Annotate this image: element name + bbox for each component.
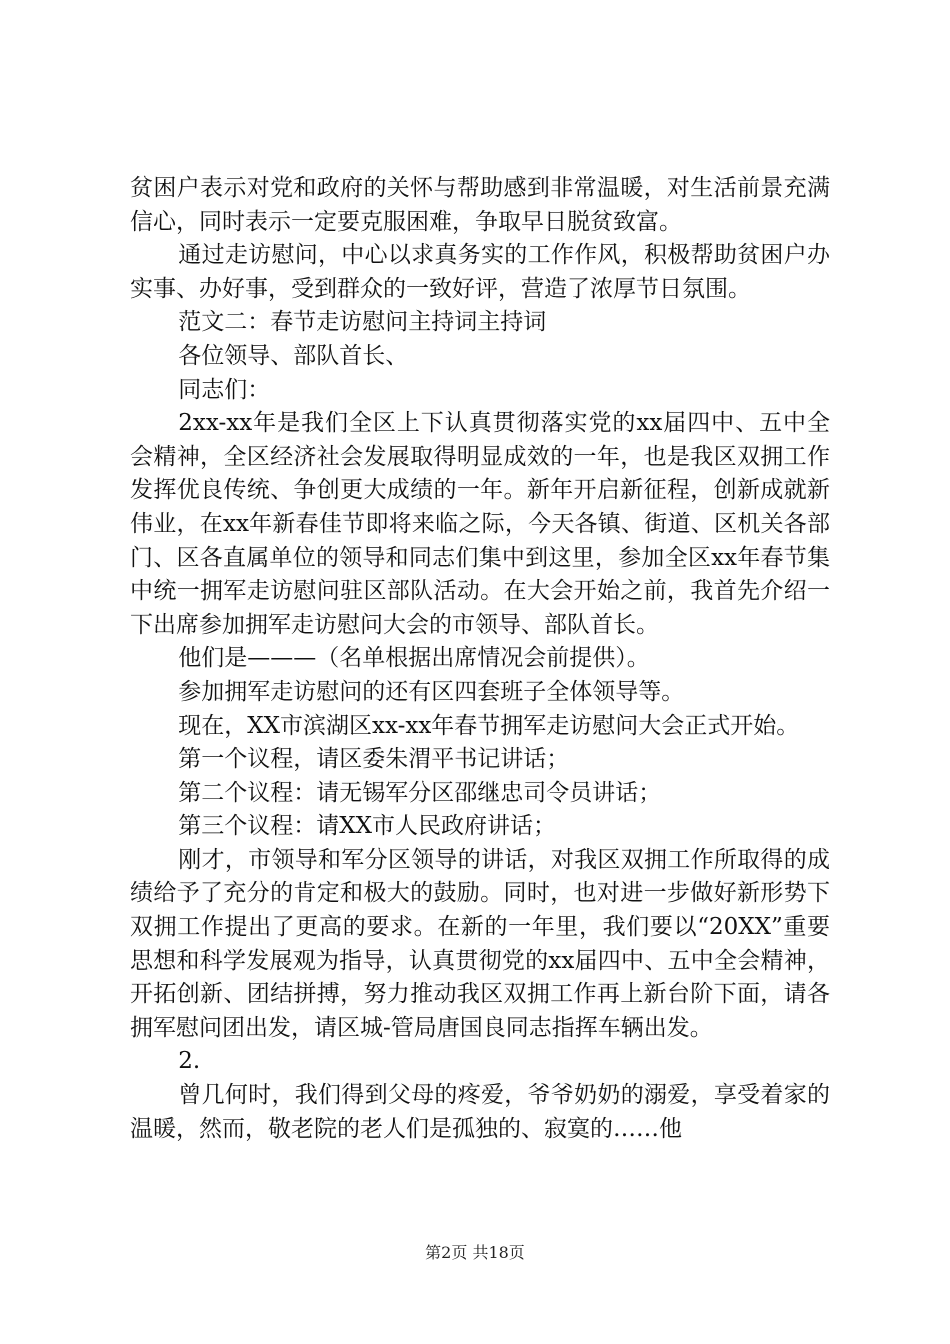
agenda-item-1: 第一个议程，请区委朱渭平书记讲话； bbox=[178, 746, 570, 773]
paragraph-start: 现在，XX市滨湖区xx-xx年春节拥军走访慰问大会正式开始。 bbox=[178, 712, 800, 739]
paragraph-closing: 刚才，市领导和军分区领导的讲话，对我区双拥工作所取得的成绩给予了充分的肯定和极大的鼓励。同时，也对进一步做好新形势下双拥工作提出了更高的要求。在新的一年里，我们要以“20XX”重要思想和科学发展观为指导，认真贯彻党的xx届四中、五中全会精神，开拓创新、团结拼搏，努力推动我区双拥工作再上新台阶下面，请各拥军慰问团出发，请区城-管局唐国良同志指挥车辆出发。 bbox=[130, 846, 830, 1041]
section-heading: 范文二：春节走访慰问主持词主持词 bbox=[178, 309, 547, 336]
agenda-item-3: 第三个议程：请XX市人民政府讲话； bbox=[178, 813, 557, 840]
paragraph-visit-summary: 通过走访慰问，中心以求真务实的工作作风，积极帮助贫困户办实事、办好事，受到群众的一致好评，营造了浓厚节日氛围。 bbox=[130, 242, 830, 302]
paragraph-participants: 参加拥军走访慰问的还有区四套班子全体领导等。 bbox=[178, 678, 685, 705]
paragraph-nursing-home: 曾几何时，我们得到父母的疼爱，爷爷奶奶的溺爱，享受着家的温暖，然而，敬老院的老人们是孤独的、寂寞的……他 bbox=[130, 1082, 830, 1142]
salutation-leaders: 各位领导、部队首长、 bbox=[178, 342, 409, 369]
salutation-comrades: 同志们： bbox=[178, 376, 271, 403]
paragraph-opening: 2xx-xx年是我们全区上下认真贯彻落实党的xx届四中、五中全会精神，全区经济社会发展取得明显成效的一年，也是我区双拥工作发挥优良传统、争创更大成绩的一年。新年开启新征程，创新成就新伟业，在xx年新春佳节即将来临之际，今天各镇、街道、区机关各部门、区各直属单位的领导和同志们集中到这里，参加全区xx年春节集中统一拥军走访慰问驻区部队活动。在大会开始之前，我首先介绍一下出席参加拥军走访慰问大会的市领导、部队首长。 bbox=[130, 410, 830, 638]
paragraph-attendees: 他们是———（名单根据出席情况会前提供）。 bbox=[178, 645, 650, 672]
paragraph-continuation: 贫困户表示对党和政府的关怀与帮助感到非常温暖，对生活前景充满信心，同时表示一定要克服困难，争取早日脱贫致富。 bbox=[130, 175, 830, 235]
page-number-footer: 第2页 共18页 bbox=[425, 1243, 525, 1262]
section-number: 2. bbox=[178, 1048, 201, 1075]
document-body bbox=[130, 172, 830, 1146]
agenda-item-2: 第二个议程：请无锡军分区邵继忠司令员讲话； bbox=[178, 779, 662, 806]
